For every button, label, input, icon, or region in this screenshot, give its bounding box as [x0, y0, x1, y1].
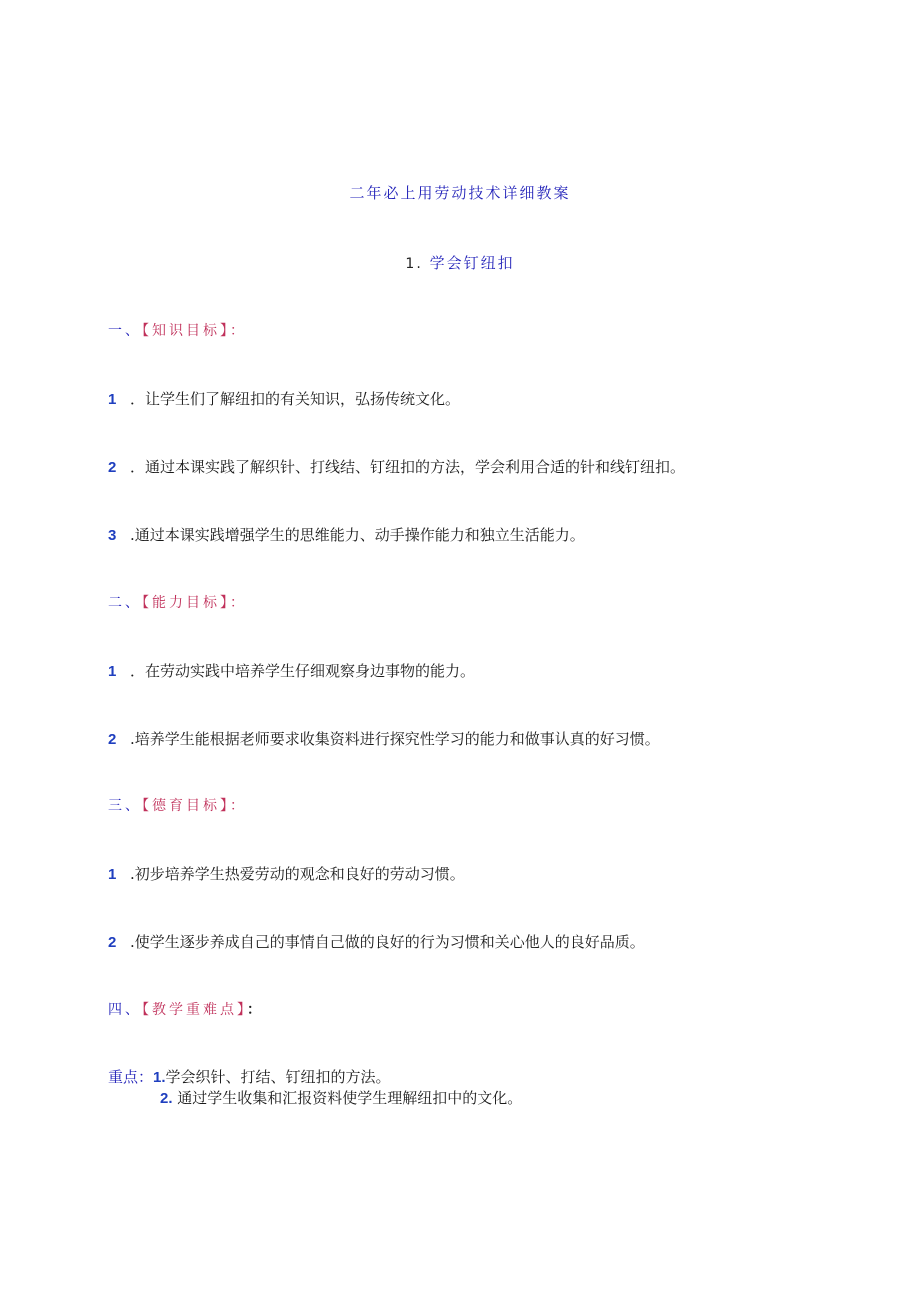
list-item [108, 660, 475, 681]
item-text: .通过本课实践增强学生的思维能力、动手操作能力和独立生活能力。 [130, 526, 585, 544]
item-text: 通过学生收集和汇报资料使学生理解纽扣中的文化。 [177, 1089, 523, 1107]
item-number: 2 [108, 934, 117, 951]
section-heading-ability [108, 592, 247, 612]
section-number: 四、 [108, 1002, 142, 1018]
item-text: .使学生逐步养成自己的事情自己做的良好的行为习惯和关心他人的良好品质。 [130, 933, 645, 951]
section-colon: ： [230, 595, 247, 611]
section-heading-key-difficulties [108, 999, 264, 1019]
item-number: 3 [108, 527, 117, 544]
item-text: ．在劳动实践中培养学生仔细观察身边事物的能力。 [130, 662, 476, 680]
item-number: 1 [108, 663, 117, 680]
section-label: 【能力目标】 [142, 595, 230, 611]
section-number: 二、 [108, 595, 142, 611]
item-number: 1 [108, 391, 117, 408]
section-colon: ： [230, 798, 247, 814]
item-text: ．让学生们了解纽扣的有关知识，弘扬传统文化。 [130, 390, 461, 408]
section-colon: ： [247, 1002, 264, 1018]
lesson-number: 1. [405, 256, 423, 272]
section-colon: ： [230, 323, 247, 339]
item-number: 2. [160, 1090, 173, 1107]
list-item [108, 524, 585, 545]
list-item [108, 388, 460, 409]
item-text: .培养学生能根据老师要求收集资料进行探究性学习的能力和做事认真的好习惯。 [130, 730, 660, 748]
item-number: 1 [108, 866, 117, 883]
list-item [108, 863, 465, 884]
item-number: 2 [108, 459, 117, 476]
section-heading-knowledge [108, 320, 247, 340]
lesson-title [0, 252, 920, 273]
item-number: 2 [108, 731, 117, 748]
key-point-line [108, 1066, 391, 1087]
key-point-line [160, 1087, 522, 1108]
section-number: 一、 [108, 323, 142, 339]
item-text: .初步培养学生热爱劳动的观念和良好的劳动习惯。 [130, 865, 465, 883]
item-text: 学会织针、打结、钉纽扣的方法。 [165, 1068, 391, 1086]
item-text: ．通过本课实践了解织针、打线结、钉纽扣的方法，学会利用合适的针和线钉纽扣。 [130, 458, 686, 476]
document-title: 二年必上用劳动技术详细教案 [349, 184, 571, 202]
lesson-name: 学会钉纽扣 [429, 254, 515, 272]
section-heading-moral [108, 795, 247, 815]
item-number: 1. [153, 1069, 166, 1086]
section-label: 【德育目标】 [142, 798, 230, 814]
section-number: 三、 [108, 798, 142, 814]
list-item [108, 728, 660, 749]
list-item [108, 931, 645, 952]
list-item [108, 456, 685, 477]
key-point-label: 重点： [108, 1068, 154, 1086]
section-label: 【教学重难点】 [142, 1002, 247, 1018]
section-label: 【知识目标】 [142, 323, 230, 339]
